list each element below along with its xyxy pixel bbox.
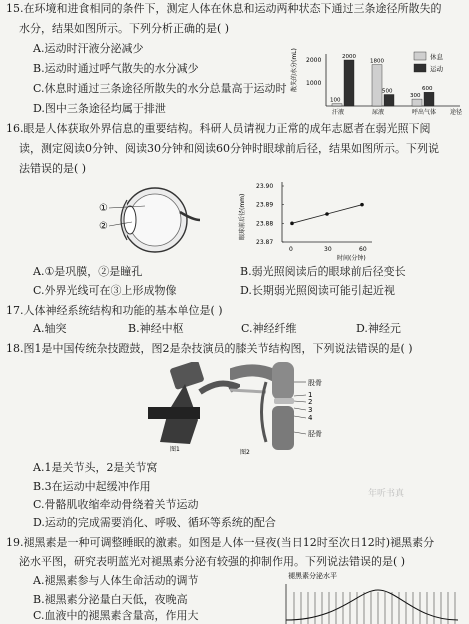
- q16-stem-line3: 法错误的是( ): [19, 162, 87, 175]
- q17-option-a: A.轴突: [33, 322, 67, 335]
- q16-y-tick: 23.89: [256, 201, 274, 209]
- q16-point: [290, 222, 294, 226]
- knee-label-3: 3: [308, 406, 313, 414]
- q18-stem: 18.图1是中国传统杂技蹬鼓，图2是杂技演员的膝关节结构图，下列说法错误的是( ): [6, 342, 413, 355]
- q16-y-label: 眼球前后径(mm): [239, 193, 246, 240]
- q15-bar: [372, 65, 382, 106]
- q17-option-b: B.神经中枢: [128, 322, 184, 335]
- fig2-caption: 图2: [240, 449, 250, 456]
- q19-option-b: B.褪黑素分泌量白天低，夜晚高: [33, 593, 188, 606]
- q15-category-label: 汗液: [332, 109, 345, 116]
- knee-label-femur: 股骨: [308, 379, 322, 387]
- q17-option-d: D.神经元: [356, 322, 401, 335]
- q15-bar-label: 500: [382, 88, 393, 95]
- q19-stem-line2: 泌水平图，研究表明蓝光对褪黑素分泌有较强的抑制作用。下列说法错误的是( ): [19, 555, 406, 568]
- q16-x-label: 时间(分钟): [337, 255, 366, 262]
- q16-y-tick: 23.88: [256, 220, 274, 228]
- q15-y-tick: 2000: [306, 57, 322, 64]
- q15-y-label: 散失的水分(mL): [291, 48, 298, 92]
- q15-bar-chart: [290, 48, 468, 124]
- q19-option-c: C.血液中的褪黑素含量高，作用大: [33, 609, 199, 622]
- eye-label-1: ①: [99, 203, 108, 214]
- q16-point: [325, 212, 329, 216]
- q19-stem-line1: 19.褪黑素是一种可调整睡眠的激素。如图是人体一昼夜(当日12时至次日12时)褪黑素分: [6, 536, 435, 549]
- q15-option-c: C.休息时通过三条途径所散失的水分总量高于运动时: [33, 82, 287, 95]
- q16-point: [360, 203, 364, 207]
- q15-legend-label: 休息: [430, 53, 443, 61]
- q15-bar-label: 100: [330, 97, 341, 104]
- q15-stem-line1: 15.在环境和进食相同的条件下，测定人体在休息和运动两种状态下通过三条途径所散失的: [6, 2, 442, 15]
- q15-bar: [424, 92, 434, 106]
- knee-label-1: 1: [308, 391, 313, 399]
- q15-bar: [344, 60, 354, 106]
- q15-stem-line2: 水分，结果如图所示。下列分析正确的是( ): [19, 22, 230, 35]
- q16-x-tick: 60: [359, 246, 367, 253]
- q15-legend-swatch: [414, 52, 426, 60]
- q15-bar: [332, 104, 342, 106]
- eye-label-2: ②: [99, 221, 108, 232]
- q18-option-d: D.运动的完成需要消化、呼吸、循环等系统的配合: [33, 516, 276, 529]
- melatonin-chart: [280, 570, 460, 624]
- q15-legend-label: 运动: [430, 65, 443, 73]
- q16-line-chart: [236, 178, 386, 263]
- q16-option-d: D.长期弱光照阅读可能引起近视: [240, 284, 395, 297]
- q18-option-b: B.3在运动中起缓冲作用: [33, 480, 151, 493]
- watermark: 年听书真: [368, 489, 405, 499]
- q16-x-tick: 30: [324, 246, 332, 253]
- knee-joint-diagram: [230, 362, 340, 456]
- q16-option-b: B.弱光照阅读后的眼球前后径变长: [240, 265, 406, 278]
- melatonin-chart-title: 褪黑素分泌水平: [288, 572, 337, 580]
- q19-option-a: A.褪黑素参与人体生命活动的调节: [33, 574, 199, 587]
- q18-option-c: C.骨骼肌收缩牵动骨绕着关节运动: [33, 498, 199, 511]
- q16-y-tick: 23.90: [256, 183, 274, 190]
- q15-bar-label: 1800: [370, 58, 384, 65]
- q16-stem-line2: 读，测定阅读0分钟、阅读30分钟和阅读60分钟时眼球前后径，结果如图所示。下列说: [19, 142, 439, 155]
- knee-label-4: 4: [308, 414, 313, 422]
- q15-x-label: 途径: [450, 109, 463, 116]
- q17-stem: 17.人体神经系统结构和功能的基本单位是( ): [6, 304, 223, 317]
- q18-option-a: A.1是关节头，2是关节窝: [33, 461, 158, 474]
- q16-x-tick: 0: [289, 246, 293, 253]
- q15-category-label: 尿液: [372, 109, 385, 116]
- q16-option-a: A.①是巩膜，②是瞳孔: [33, 265, 143, 278]
- q15-legend-swatch: [414, 64, 426, 72]
- q15-bar-label: 600: [422, 86, 433, 93]
- q15-bar: [412, 99, 422, 106]
- knee-label-tibia: 胫骨: [308, 430, 322, 438]
- q15-option-a: A.运动时汗液分泌减少: [33, 42, 144, 55]
- q16-y-tick: 23.87: [256, 239, 274, 246]
- fig1-caption: 图1: [170, 446, 180, 452]
- eye-diagram: [85, 182, 200, 260]
- q17-option-c: C.神经纤维: [241, 322, 297, 335]
- q15-option-b: B.运动时通过呼气散失的水分减少: [33, 62, 199, 75]
- q15-category-label: 呼出气体: [412, 109, 437, 116]
- knee-label-2: 2: [308, 398, 313, 406]
- q15-option-d: D.图中三条途径均属于排泄: [33, 102, 166, 115]
- q16-stem-line1: 16.眼是人体获取外界信息的重要结构。科研人员请视力正常的成年志愿者在弱光照下阅: [6, 122, 431, 135]
- q16-option-c: C.外界光线可在③上形成物像: [33, 284, 177, 297]
- q15-y-tick: 1000: [306, 80, 322, 87]
- q15-bar: [384, 95, 394, 107]
- q15-bar-label: 300: [410, 93, 421, 100]
- q15-bar-label: 2000: [342, 54, 356, 60]
- acrobat-figure: [140, 362, 240, 452]
